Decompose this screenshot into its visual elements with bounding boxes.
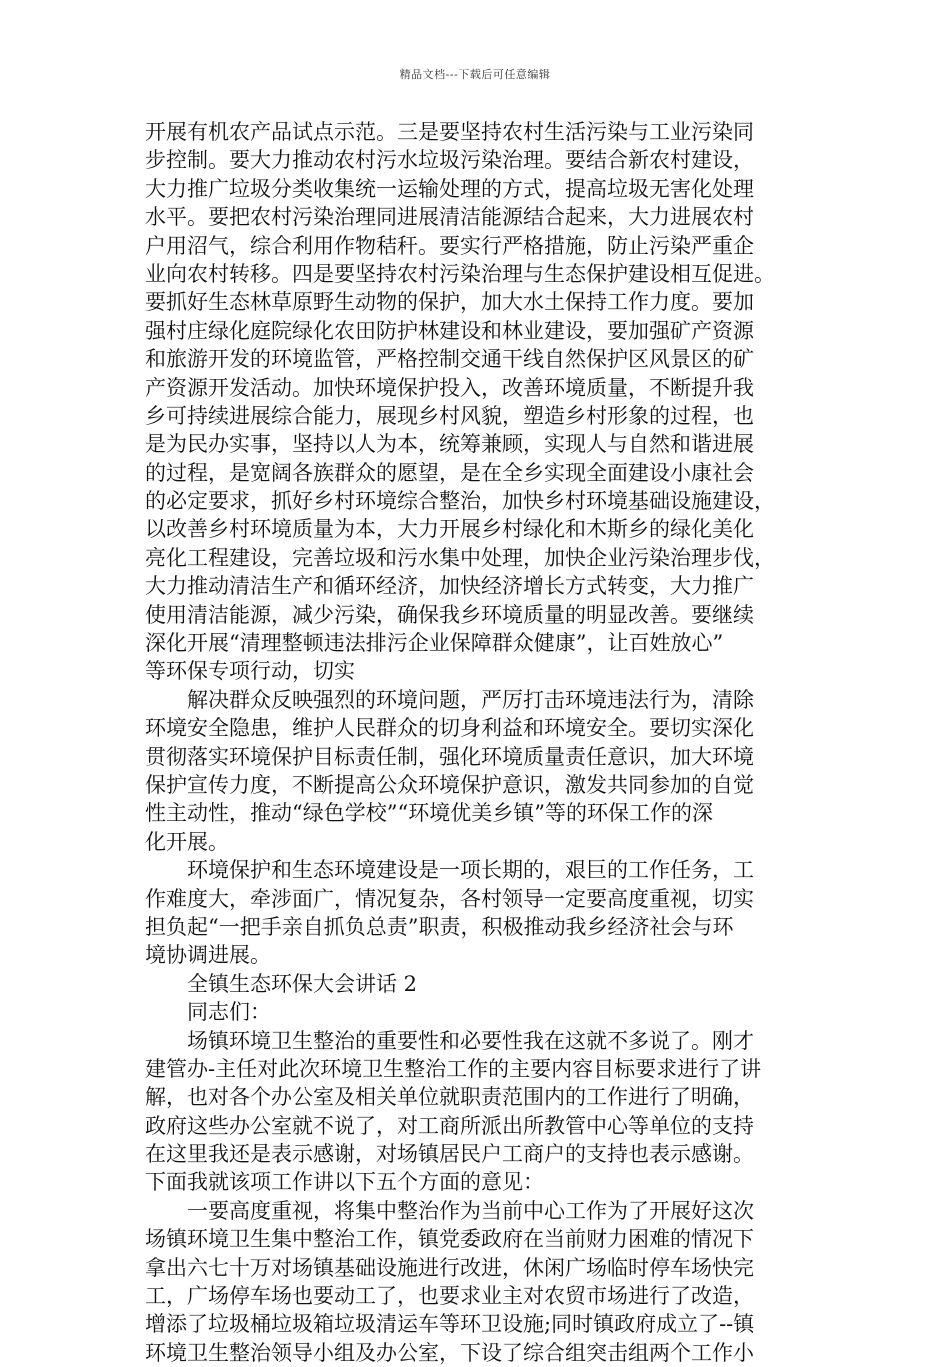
text-line: 场镇环境卫生集中整治工作，镇党委政府在当前财力困难的情况下	[145, 1227, 754, 1252]
text-line: 环境安全隐患，维护人民群众的切身利益和环境安全。要切实深化	[145, 716, 754, 741]
text-line: 的过程，是宽阔各族群众的愿望，是在全乡实现全面建设小康社会	[145, 460, 754, 485]
text-line: 使用清洁能源，减少污染，确保我乡环境质量的明显改善。要继续	[145, 602, 754, 627]
page-header: 精品文档---下载后可任意编辑	[399, 68, 551, 81]
text-line: 是为民办实事，坚持以人为本，统筹兼顾，实现人与自然和谐进展	[145, 432, 754, 457]
text-line: 增添了垃圾桶垃圾箱垃圾清运车等环卫设施;同时镇政府成立了--镇	[145, 1312, 755, 1337]
text-line: 开展有机农产品试点示范。三是要坚持农村生活污染与工业污染同	[145, 120, 754, 144]
text-line: 作难度大，牵涉面广，情况复杂，各村领导一定要高度重视，切实	[145, 886, 754, 911]
text-line: 产资源开发活动。加快环境保护投入，改善环境质量，不断提升我	[145, 375, 754, 400]
text-line: 解，也对各个办公室及相关单位就职责范围内的工作进行了明确，	[145, 1085, 754, 1110]
text-line: 强村庄绿化庭院绿化农田防护林建设和林业建设，要加强矿产资源	[145, 318, 754, 343]
text-line: 环境卫生整治领导小组及办公室，下设了综合组突击组两个工作小	[145, 1340, 754, 1365]
text-line: 境协调进展。	[145, 943, 271, 968]
text-line: 步控制。要大力推动农村污水垃圾污染治理。要结合新农村建设，	[145, 148, 754, 173]
text-line: 乡可持续进展综合能力，展现乡村风貌，塑造乡村形象的过程，也	[145, 403, 754, 428]
text-line: 政府这些办公室就不说了，对工商所派出所教管中心等单位的支持	[145, 1113, 754, 1138]
text-line: 的必定要求，抓好乡村环境综合整治，加快乡村环境基础设施建设，	[145, 489, 775, 514]
text-line: 等环保专项行动，切实	[145, 659, 355, 684]
text-line: 大力推动清洁生产和循环经济，加快经济增长方式转变，大力推广	[145, 574, 754, 599]
text-line: 在这里我还是表示感谢，对场镇居民户工商户的支持也表示感谢。	[145, 1142, 754, 1167]
text-line: 一要高度重视，将集中整治作为当前中心工作为了开展好这次	[187, 1198, 754, 1223]
section-title: 全镇生态环保大会讲话 2	[187, 971, 418, 996]
salutation: 同志们：	[187, 1000, 271, 1025]
text-line: 贯彻落实环境保护目标责任制，强化环境质量责任意识，加大环境	[145, 744, 754, 769]
text-line: 建管办-主任对此次环境卫生整治工作的主要内容目标要求进行了讲	[145, 1056, 762, 1081]
text-line: 以改善乡村环境质量为本，大力开展乡村绿化和木斯乡的绿化美化	[145, 517, 754, 542]
text-line: 要抓好生态林草原野生动物的保护，加大水土保持工作力度。要加	[145, 290, 754, 315]
text-line: 下面我就该项工作讲以下五个方面的意见：	[145, 1170, 544, 1195]
text-line: 大力推广垃圾分类收集统一运输处理的方式，提高垃圾无害化处理	[145, 176, 754, 201]
text-line: 场镇环境卫生整治的重要性和必要性我在这就不多说了。刚才	[187, 1028, 754, 1053]
text-line: 亮化工程建设，完善垃圾和污水集中处理，加快企业污染治理步伐，	[145, 545, 775, 570]
text-line: 化开展。	[145, 829, 229, 854]
text-line: 保护宣传力度，不断提高公众环境保护意识，激发共同参加的自觉	[145, 772, 754, 797]
document-body	[145, 118, 807, 1367]
text-line: 和旅游开发的环境监管，严格控制交通干线自然保护区风景区的矿	[145, 347, 754, 372]
text-line: 深化开展“清理整顿违法排污企业保障群众健康”，让百姓放心”	[145, 631, 724, 656]
text-line: 解决群众反映强烈的环境问题，严厉打击环境违法行为，清除	[187, 687, 754, 712]
text-line: 拿出六七十万对场镇基础设施进行改进，休闲广场临时停车场快完	[145, 1255, 754, 1280]
text-line: 工，广场停车场也要动工了，也要求业主对农贸市场进行了改造，	[145, 1284, 754, 1309]
text-line: 担负起“一把手亲自抓负总责”职责，积极推动我乡经济社会与环	[145, 914, 734, 939]
text-line: 户用沼气，综合利用作物秸秆。要实行严格措施，防止污染严重企	[145, 233, 754, 258]
text-line: 环境保护和生态环境建设是一项长期的，艰巨的工作任务，工	[187, 858, 754, 883]
text-line: 性主动性，推动“绿色学校”“环境优美乡镇”等的环保工作的深	[145, 801, 713, 826]
text-line: 业向农村转移。四是要坚持农村污染治理与生态保护建设相互促进。	[145, 261, 775, 286]
text-line: 水平。要把农村污染治理同进展清洁能源结合起来，大力进展农村	[145, 205, 754, 230]
